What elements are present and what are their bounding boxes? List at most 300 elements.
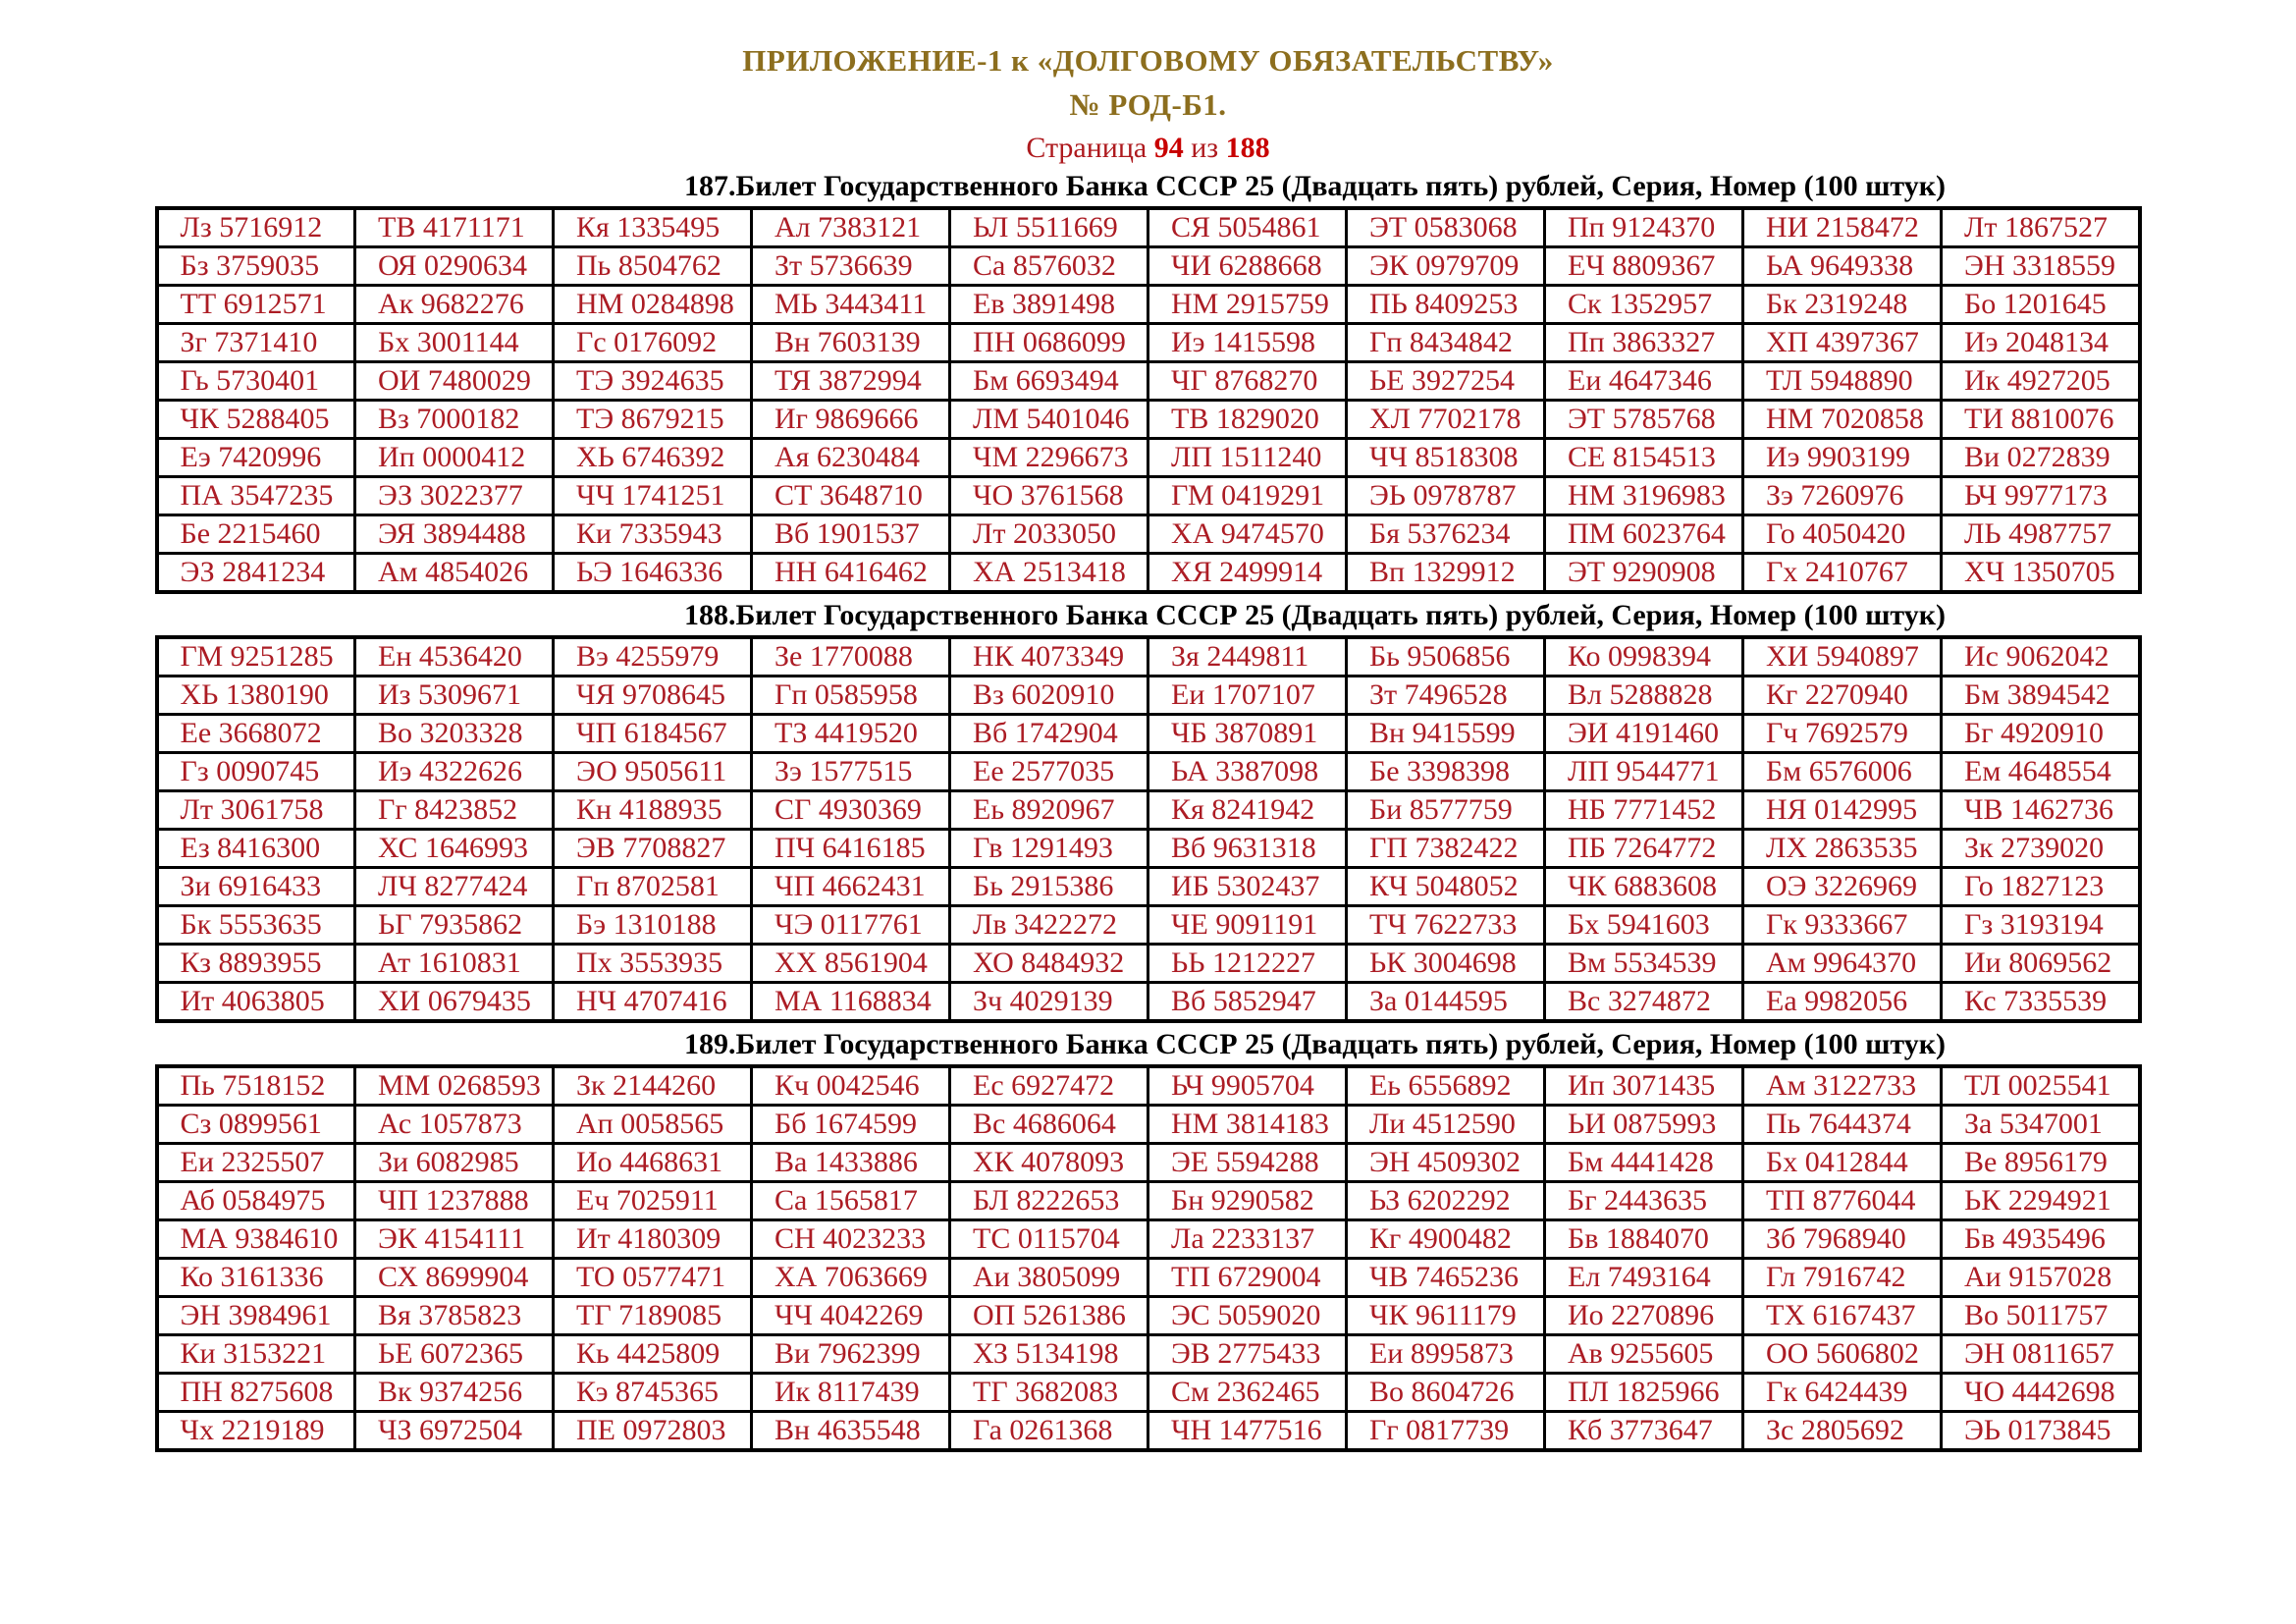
serial-cell: Кь 4425809 bbox=[554, 1335, 752, 1374]
serial-cell: ЬЛ 5511669 bbox=[950, 208, 1148, 247]
serial-cell: Аи 3805099 bbox=[950, 1259, 1148, 1297]
serial-cell: Зе 1770088 bbox=[752, 637, 950, 677]
serial-cell: Лв 3422272 bbox=[950, 906, 1148, 945]
serial-cell: Гв 1291493 bbox=[950, 830, 1148, 868]
table-row bbox=[157, 1259, 2140, 1297]
section-title-188: 188.Билет Государственного Банка СССР 25 (Двадцать пять) рублей, Серия, Номер (100 штук) bbox=[683, 599, 1947, 631]
serial-cell: ПБ 7264772 bbox=[1545, 830, 1743, 868]
serial-cell: ЭС 5059020 bbox=[1148, 1297, 1347, 1335]
serial-cell: ЧИ 6288668 bbox=[1148, 247, 1347, 286]
serial-cell: Бг 4920910 bbox=[1942, 715, 2140, 753]
serial-cell: ЭЗ 2841234 bbox=[157, 554, 355, 593]
serial-cell: Ел 7493164 bbox=[1545, 1259, 1743, 1297]
serial-cell: Ев 3891498 bbox=[950, 286, 1148, 324]
section-187 bbox=[0, 170, 2296, 594]
serial-cell: Вн 9415599 bbox=[1347, 715, 1545, 753]
serial-cell: Са 8576032 bbox=[950, 247, 1148, 286]
serial-cell: Бм 3894542 bbox=[1942, 677, 2140, 715]
serial-cell: Вэ 4255979 bbox=[554, 637, 752, 677]
serial-cell: СТ 3648710 bbox=[752, 477, 950, 515]
serial-cell: ЛХ 2863535 bbox=[1743, 830, 1942, 868]
serial-cell: ХХ 8561904 bbox=[752, 945, 950, 983]
table-row bbox=[157, 515, 2140, 554]
serial-cell: Ли 4512590 bbox=[1347, 1106, 1545, 1144]
serial-cell: Го 1827123 bbox=[1942, 868, 2140, 906]
table-row bbox=[157, 715, 2140, 753]
serial-cell: Кг 4900482 bbox=[1347, 1220, 1545, 1259]
serial-cell: ЭВ 2775433 bbox=[1148, 1335, 1347, 1374]
serial-cell: ТТ 6912571 bbox=[157, 286, 355, 324]
serial-cell: ММ 0268593 bbox=[355, 1066, 554, 1106]
serial-cell: ТЛ 0025541 bbox=[1942, 1066, 2140, 1106]
serial-cell: Ки 7335943 bbox=[554, 515, 752, 554]
serial-cell: ЭТ 9290908 bbox=[1545, 554, 1743, 593]
serial-cell: Вк 9374256 bbox=[355, 1374, 554, 1412]
serial-cell: Пь 8504762 bbox=[554, 247, 752, 286]
serial-cell: Еч 7025911 bbox=[554, 1182, 752, 1220]
serial-cell: ТЗ 4419520 bbox=[752, 715, 950, 753]
serial-cell: ЧГ 8768270 bbox=[1148, 362, 1347, 401]
serial-cell: Ат 1610831 bbox=[355, 945, 554, 983]
serial-cell: Ам 3122733 bbox=[1743, 1066, 1942, 1106]
serial-cell: ПН 0686099 bbox=[950, 324, 1148, 362]
serial-cell: Гг 8423852 bbox=[355, 791, 554, 830]
serial-cell: ХЛ 7702178 bbox=[1347, 401, 1545, 439]
serial-cell: СЕ 8154513 bbox=[1545, 439, 1743, 477]
serial-cell: ЬЬ 1212227 bbox=[1148, 945, 1347, 983]
serial-cell: Пп 9124370 bbox=[1545, 208, 1743, 247]
serial-cell: ЬЕ 6072365 bbox=[355, 1335, 554, 1374]
serial-table-189 bbox=[155, 1064, 2142, 1452]
serial-cell: Кя 8241942 bbox=[1148, 791, 1347, 830]
serial-cell: ХС 1646993 bbox=[355, 830, 554, 868]
serial-cell: ХА 9474570 bbox=[1148, 515, 1347, 554]
serial-cell: ЭЬ 0978787 bbox=[1347, 477, 1545, 515]
table-row bbox=[157, 477, 2140, 515]
serial-cell: ЧБ 3870891 bbox=[1148, 715, 1347, 753]
serial-cell: За 5347001 bbox=[1942, 1106, 2140, 1144]
serial-cell: Ав 9255605 bbox=[1545, 1335, 1743, 1374]
serial-cell: Вл 5288828 bbox=[1545, 677, 1743, 715]
serial-cell: Зэ 7260976 bbox=[1743, 477, 1942, 515]
serial-cell: Кя 1335495 bbox=[554, 208, 752, 247]
serial-cell: Зи 6916433 bbox=[157, 868, 355, 906]
serial-cell: Бк 2319248 bbox=[1743, 286, 1942, 324]
serial-cell: Кг 2270940 bbox=[1743, 677, 1942, 715]
serial-cell: ТИ 8810076 bbox=[1942, 401, 2140, 439]
serial-cell: ГП 7382422 bbox=[1347, 830, 1545, 868]
serial-cell: НМ 7020858 bbox=[1743, 401, 1942, 439]
serial-cell: Ит 4180309 bbox=[554, 1220, 752, 1259]
serial-cell: ТЧ 7622733 bbox=[1347, 906, 1545, 945]
serial-cell: Ви 7962399 bbox=[752, 1335, 950, 1374]
serial-cell: ХЬ 6746392 bbox=[554, 439, 752, 477]
table-row bbox=[157, 906, 2140, 945]
table-row bbox=[157, 1374, 2140, 1412]
table-row bbox=[157, 208, 2140, 247]
serial-cell: Еи 1707107 bbox=[1148, 677, 1347, 715]
serial-cell: Ик 4927205 bbox=[1942, 362, 2140, 401]
serial-cell: ЭО 9505611 bbox=[554, 753, 752, 791]
serial-cell: ЧЧ 1741251 bbox=[554, 477, 752, 515]
serial-cell: ЧЯ 9708645 bbox=[554, 677, 752, 715]
table-row bbox=[157, 753, 2140, 791]
serial-cell: ЭК 0979709 bbox=[1347, 247, 1545, 286]
serial-cell: ТС 0115704 bbox=[950, 1220, 1148, 1259]
serial-cell: ЭН 0811657 bbox=[1942, 1335, 2140, 1374]
serial-cell: ЬК 2294921 bbox=[1942, 1182, 2140, 1220]
serial-cell: ЧП 1237888 bbox=[355, 1182, 554, 1220]
serial-cell: ТХ 6167437 bbox=[1743, 1297, 1942, 1335]
serial-cell: Лт 1867527 bbox=[1942, 208, 2140, 247]
serial-cell: Чх 2219189 bbox=[157, 1412, 355, 1451]
serial-cell: ЧВ 1462736 bbox=[1942, 791, 2140, 830]
table-row bbox=[157, 637, 2140, 677]
serial-cell: Бв 1884070 bbox=[1545, 1220, 1743, 1259]
serial-cell: ТЯ 3872994 bbox=[752, 362, 950, 401]
table-row bbox=[157, 1066, 2140, 1106]
serial-cell: Бз 3759035 bbox=[157, 247, 355, 286]
serial-cell: Аб 0584975 bbox=[157, 1182, 355, 1220]
serial-cell: Вз 7000182 bbox=[355, 401, 554, 439]
serial-cell: ОЯ 0290634 bbox=[355, 247, 554, 286]
serial-cell: ЧН 1477516 bbox=[1148, 1412, 1347, 1451]
serial-cell: Бе 3398398 bbox=[1347, 753, 1545, 791]
serial-cell: Лт 2033050 bbox=[950, 515, 1148, 554]
serial-cell: ЭЬ 0173845 bbox=[1942, 1412, 2140, 1451]
serial-cell: Вн 4635548 bbox=[752, 1412, 950, 1451]
serial-cell: Ки 3153221 bbox=[157, 1335, 355, 1374]
serial-cell: ЬЧ 9905704 bbox=[1148, 1066, 1347, 1106]
table-row bbox=[157, 1297, 2140, 1335]
serial-cell: ПМ 6023764 bbox=[1545, 515, 1743, 554]
serial-cell: Иэ 2048134 bbox=[1942, 324, 2140, 362]
serial-cell: ЭТ 5785768 bbox=[1545, 401, 1743, 439]
serial-cell: ГМ 9251285 bbox=[157, 637, 355, 677]
serial-cell: ЧЧ 8518308 bbox=[1347, 439, 1545, 477]
serial-cell: ХК 4078093 bbox=[950, 1144, 1148, 1182]
serial-cell: Гп 8434842 bbox=[1347, 324, 1545, 362]
table-row bbox=[157, 401, 2140, 439]
table-row bbox=[157, 1335, 2140, 1374]
table-row bbox=[157, 791, 2140, 830]
serial-cell: НК 4073349 bbox=[950, 637, 1148, 677]
serial-cell: ЭИ 4191460 bbox=[1545, 715, 1743, 753]
serial-cell: Пх 3553935 bbox=[554, 945, 752, 983]
serial-cell: Ам 4854026 bbox=[355, 554, 554, 593]
serial-cell: Ее 3668072 bbox=[157, 715, 355, 753]
serial-cell: Ез 8416300 bbox=[157, 830, 355, 868]
serial-cell: ТГ 7189085 bbox=[554, 1297, 752, 1335]
table-row bbox=[157, 1144, 2140, 1182]
serial-cell: Вб 5852947 bbox=[1148, 983, 1347, 1022]
table-row bbox=[157, 362, 2140, 401]
serial-cell: ХА 7063669 bbox=[752, 1259, 950, 1297]
serial-cell: ЭТ 0583068 bbox=[1347, 208, 1545, 247]
serial-cell: Иэ 1415598 bbox=[1148, 324, 1347, 362]
serial-cell: Гч 7692579 bbox=[1743, 715, 1942, 753]
serial-cell: Вм 5534539 bbox=[1545, 945, 1743, 983]
serial-cell: ЬА 9649338 bbox=[1743, 247, 1942, 286]
serial-cell: ТП 6729004 bbox=[1148, 1259, 1347, 1297]
serial-cell: Еи 4647346 bbox=[1545, 362, 1743, 401]
serial-cell: БЛ 8222653 bbox=[950, 1182, 1148, 1220]
serial-cell: Сз 0899561 bbox=[157, 1106, 355, 1144]
serial-cell: Бя 5376234 bbox=[1347, 515, 1545, 554]
table-row bbox=[157, 1106, 2140, 1144]
serial-cell: Зб 7968940 bbox=[1743, 1220, 1942, 1259]
serial-cell: Бм 6693494 bbox=[950, 362, 1148, 401]
serial-cell: Пп 3863327 bbox=[1545, 324, 1743, 362]
serial-cell: Ап 0058565 bbox=[554, 1106, 752, 1144]
serial-cell: Ип 3071435 bbox=[1545, 1066, 1743, 1106]
serial-cell: Кн 4188935 bbox=[554, 791, 752, 830]
serial-cell: Ал 7383121 bbox=[752, 208, 950, 247]
serial-cell: ГМ 0419291 bbox=[1148, 477, 1347, 515]
table-row bbox=[157, 868, 2140, 906]
serial-cell: Зч 4029139 bbox=[950, 983, 1148, 1022]
serial-cell: Зт 7496528 bbox=[1347, 677, 1545, 715]
serial-cell: ЛЬ 4987757 bbox=[1942, 515, 2140, 554]
serial-cell: Ко 3161336 bbox=[157, 1259, 355, 1297]
serial-cell: ЬК 3004698 bbox=[1347, 945, 1545, 983]
document-title-line2: № РОД-Б1. bbox=[1069, 87, 1227, 122]
serial-cell: Ва 1433886 bbox=[752, 1144, 950, 1182]
serial-cell: Би 8577759 bbox=[1347, 791, 1545, 830]
serial-cell: Гк 6424439 bbox=[1743, 1374, 1942, 1412]
serial-cell: ЧМ 2296673 bbox=[950, 439, 1148, 477]
serial-cell: ЭН 3318559 bbox=[1942, 247, 2140, 286]
serial-cell: НМ 2915759 bbox=[1148, 286, 1347, 324]
serial-cell: МА 9384610 bbox=[157, 1220, 355, 1259]
serial-cell: ОИ 7480029 bbox=[355, 362, 554, 401]
serial-cell: ЭВ 7708827 bbox=[554, 830, 752, 868]
serial-cell: Ас 1057873 bbox=[355, 1106, 554, 1144]
table-row bbox=[157, 286, 2140, 324]
table-row bbox=[157, 439, 2140, 477]
serial-cell: Бх 5941603 bbox=[1545, 906, 1743, 945]
serial-cell: Еи 2325507 bbox=[157, 1144, 355, 1182]
serial-cell: Ем 4648554 bbox=[1942, 753, 2140, 791]
serial-cell: ТЛ 5948890 bbox=[1743, 362, 1942, 401]
serial-cell: ОП 5261386 bbox=[950, 1297, 1148, 1335]
serial-cell: Ко 0998394 bbox=[1545, 637, 1743, 677]
serial-cell: ЭН 4509302 bbox=[1347, 1144, 1545, 1182]
serial-cell: ЧК 6883608 bbox=[1545, 868, 1743, 906]
serial-cell: ЧО 3761568 bbox=[950, 477, 1148, 515]
serial-cell: ХА 2513418 bbox=[950, 554, 1148, 593]
section-title-189: 189.Билет Государственного Банка СССР 25 (Двадцать пять) рублей, Серия, Номер (100 штук) bbox=[683, 1028, 1947, 1060]
serial-cell: Вп 1329912 bbox=[1347, 554, 1545, 593]
serial-cell: ЭК 4154111 bbox=[355, 1220, 554, 1259]
page-current-number: 94 bbox=[1153, 132, 1184, 164]
serial-cell: НН 6416462 bbox=[752, 554, 950, 593]
serial-cell: ЭЯ 3894488 bbox=[355, 515, 554, 554]
serial-cell: Кэ 8745365 bbox=[554, 1374, 752, 1412]
serial-cell: Зэ 1577515 bbox=[752, 753, 950, 791]
serial-cell: Зк 2739020 bbox=[1942, 830, 2140, 868]
serial-cell: Зт 5736639 bbox=[752, 247, 950, 286]
serial-cell: Вн 7603139 bbox=[752, 324, 950, 362]
serial-cell: ХО 8484932 bbox=[950, 945, 1148, 983]
section-title-187: 187.Билет Государственного Банка СССР 25 (Двадцать пять) рублей, Серия, Номер (100 штук) bbox=[683, 170, 1947, 202]
serial-cell: ЛП 1511240 bbox=[1148, 439, 1347, 477]
table-row bbox=[157, 1182, 2140, 1220]
serial-cell: Гз 3193194 bbox=[1942, 906, 2140, 945]
serial-cell: ТВ 4171171 bbox=[355, 208, 554, 247]
serial-cell: ПЛ 1825966 bbox=[1545, 1374, 1743, 1412]
serial-cell: Гл 7916742 bbox=[1743, 1259, 1942, 1297]
serial-cell: Ск 1352957 bbox=[1545, 286, 1743, 324]
table-row bbox=[157, 983, 2140, 1022]
serial-cell: НЯ 0142995 bbox=[1743, 791, 1942, 830]
serial-cell: Бг 2443635 bbox=[1545, 1182, 1743, 1220]
serial-cell: ЧП 6184567 bbox=[554, 715, 752, 753]
serial-cell: Ис 9062042 bbox=[1942, 637, 2140, 677]
serial-cell: Гх 2410767 bbox=[1743, 554, 1942, 593]
serial-cell: Иг 9869666 bbox=[752, 401, 950, 439]
serial-cell: ТЭ 8679215 bbox=[554, 401, 752, 439]
serial-cell: Гг 0817739 bbox=[1347, 1412, 1545, 1451]
serial-cell: НИ 2158472 bbox=[1743, 208, 1942, 247]
serial-cell: Зи 6082985 bbox=[355, 1144, 554, 1182]
serial-cell: ЧЧ 4042269 bbox=[752, 1297, 950, 1335]
serial-cell: ПН 8275608 bbox=[157, 1374, 355, 1412]
serial-cell: Ви 0272839 bbox=[1942, 439, 2140, 477]
table-row bbox=[157, 324, 2140, 362]
serial-cell: ИБ 5302437 bbox=[1148, 868, 1347, 906]
serial-cell: ЬЭ 1646336 bbox=[554, 554, 752, 593]
serial-cell: Во 3203328 bbox=[355, 715, 554, 753]
serial-cell: Гз 0090745 bbox=[157, 753, 355, 791]
serial-cell: Ии 8069562 bbox=[1942, 945, 2140, 983]
serial-cell: Ая 6230484 bbox=[752, 439, 950, 477]
serial-cell: ТГ 3682083 bbox=[950, 1374, 1148, 1412]
serial-cell: ТО 0577471 bbox=[554, 1259, 752, 1297]
serial-cell: Еэ 7420996 bbox=[157, 439, 355, 477]
serial-cell: Гп 0585958 bbox=[752, 677, 950, 715]
serial-cell: Бм 6576006 bbox=[1743, 753, 1942, 791]
serial-cell: Ее 2577035 bbox=[950, 753, 1148, 791]
serial-cell: ЬА 3387098 bbox=[1148, 753, 1347, 791]
serial-cell: ОО 5606802 bbox=[1743, 1335, 1942, 1374]
serial-cell: Бь 9506856 bbox=[1347, 637, 1545, 677]
serial-cell: ТВ 1829020 bbox=[1148, 401, 1347, 439]
serial-cell: Ио 2270896 bbox=[1545, 1297, 1743, 1335]
table-row bbox=[157, 677, 2140, 715]
serial-cell: Ве 8956179 bbox=[1942, 1144, 2140, 1182]
serial-cell: Иэ 4322626 bbox=[355, 753, 554, 791]
serial-cell: Ип 0000412 bbox=[355, 439, 554, 477]
serial-cell: ЬЗ 6202292 bbox=[1347, 1182, 1545, 1220]
serial-cell: Бе 2215460 bbox=[157, 515, 355, 554]
serial-cell: Вс 3274872 bbox=[1545, 983, 1743, 1022]
serial-cell: ЧЗ 6972504 bbox=[355, 1412, 554, 1451]
table-row bbox=[157, 554, 2140, 593]
serial-cell: Ик 8117439 bbox=[752, 1374, 950, 1412]
table-row bbox=[157, 830, 2140, 868]
serial-cell: ЬГ 7935862 bbox=[355, 906, 554, 945]
serial-cell: ЬЧ 9977173 bbox=[1942, 477, 2140, 515]
serial-cell: НМ 3814183 bbox=[1148, 1106, 1347, 1144]
serial-cell: Иэ 9903199 bbox=[1743, 439, 1942, 477]
serial-cell: НМ 0284898 bbox=[554, 286, 752, 324]
serial-cell: Вс 4686064 bbox=[950, 1106, 1148, 1144]
serial-cell: ХЧ 1350705 bbox=[1942, 554, 2140, 593]
serial-cell: За 0144595 bbox=[1347, 983, 1545, 1022]
serial-cell: ЧЭ 0117761 bbox=[752, 906, 950, 945]
serial-cell: Ес 6927472 bbox=[950, 1066, 1148, 1106]
serial-cell: Кз 8893955 bbox=[157, 945, 355, 983]
serial-cell: ТЭ 3924635 bbox=[554, 362, 752, 401]
serial-cell: Бх 0412844 bbox=[1743, 1144, 1942, 1182]
serial-cell: ХИ 0679435 bbox=[355, 983, 554, 1022]
serial-cell: НМ 3196983 bbox=[1545, 477, 1743, 515]
serial-cell: НЧ 4707416 bbox=[554, 983, 752, 1022]
serial-cell: Вб 9631318 bbox=[1148, 830, 1347, 868]
serial-cell: Бн 9290582 bbox=[1148, 1182, 1347, 1220]
serial-cell: Са 1565817 bbox=[752, 1182, 950, 1220]
serial-cell: См 2362465 bbox=[1148, 1374, 1347, 1412]
serial-cell: ЬЕ 3927254 bbox=[1347, 362, 1545, 401]
serial-cell: Еь 8920967 bbox=[950, 791, 1148, 830]
serial-cell: Зя 2449811 bbox=[1148, 637, 1347, 677]
serial-cell: Зс 2805692 bbox=[1743, 1412, 1942, 1451]
serial-cell: Пь 7644374 bbox=[1743, 1106, 1942, 1144]
section-188 bbox=[0, 599, 2296, 1023]
serial-cell: Зг 7371410 bbox=[157, 324, 355, 362]
serial-cell: Го 4050420 bbox=[1743, 515, 1942, 554]
serial-cell: Еь 6556892 bbox=[1347, 1066, 1545, 1106]
serial-cell: СН 4023233 bbox=[752, 1220, 950, 1259]
serial-cell: Гс 0176092 bbox=[554, 324, 752, 362]
serial-cell: Гп 8702581 bbox=[554, 868, 752, 906]
serial-cell: СЯ 5054861 bbox=[1148, 208, 1347, 247]
serial-cell: Лт 3061758 bbox=[157, 791, 355, 830]
serial-cell: ЕЧ 8809367 bbox=[1545, 247, 1743, 286]
page-of-word: из bbox=[1191, 132, 1219, 164]
document-title-line1: ПРИЛОЖЕНИЕ-1 к «ДОЛГОВОМУ ОБЯЗАТЕЛЬСТВУ» bbox=[742, 43, 1554, 78]
serial-cell: СХ 8699904 bbox=[355, 1259, 554, 1297]
serial-cell: Ен 4536420 bbox=[355, 637, 554, 677]
serial-cell: Лз 5716912 bbox=[157, 208, 355, 247]
serial-cell: Вз 6020910 bbox=[950, 677, 1148, 715]
page-indicator bbox=[0, 132, 2296, 165]
serial-cell: Ио 4468631 bbox=[554, 1144, 752, 1182]
serial-cell: Ак 9682276 bbox=[355, 286, 554, 324]
serial-cell: ПЕ 0972803 bbox=[554, 1412, 752, 1451]
serial-cell: ЛМ 5401046 bbox=[950, 401, 1148, 439]
serial-table-187 bbox=[155, 206, 2142, 594]
serial-cell: Гь 5730401 bbox=[157, 362, 355, 401]
serial-cell: Зк 2144260 bbox=[554, 1066, 752, 1106]
serial-cell: Бх 3001144 bbox=[355, 324, 554, 362]
page-total-number: 188 bbox=[1225, 132, 1270, 164]
serial-cell: Во 5011757 bbox=[1942, 1297, 2140, 1335]
serial-cell: ПА 3547235 bbox=[157, 477, 355, 515]
serial-cell: Гк 9333667 bbox=[1743, 906, 1942, 945]
serial-cell: ХИ 5940897 bbox=[1743, 637, 1942, 677]
serial-cell: Бв 4935496 bbox=[1942, 1220, 2140, 1259]
serial-cell: ЧО 4442698 bbox=[1942, 1374, 2140, 1412]
serial-cell: ПЬ 8409253 bbox=[1347, 286, 1545, 324]
serial-cell: Вб 1901537 bbox=[752, 515, 950, 554]
serial-cell: ТП 8776044 bbox=[1743, 1182, 1942, 1220]
serial-cell: Вб 1742904 bbox=[950, 715, 1148, 753]
serial-table-188 bbox=[155, 635, 2142, 1023]
serial-cell: Из 5309671 bbox=[355, 677, 554, 715]
serial-cell: Пь 7518152 bbox=[157, 1066, 355, 1106]
